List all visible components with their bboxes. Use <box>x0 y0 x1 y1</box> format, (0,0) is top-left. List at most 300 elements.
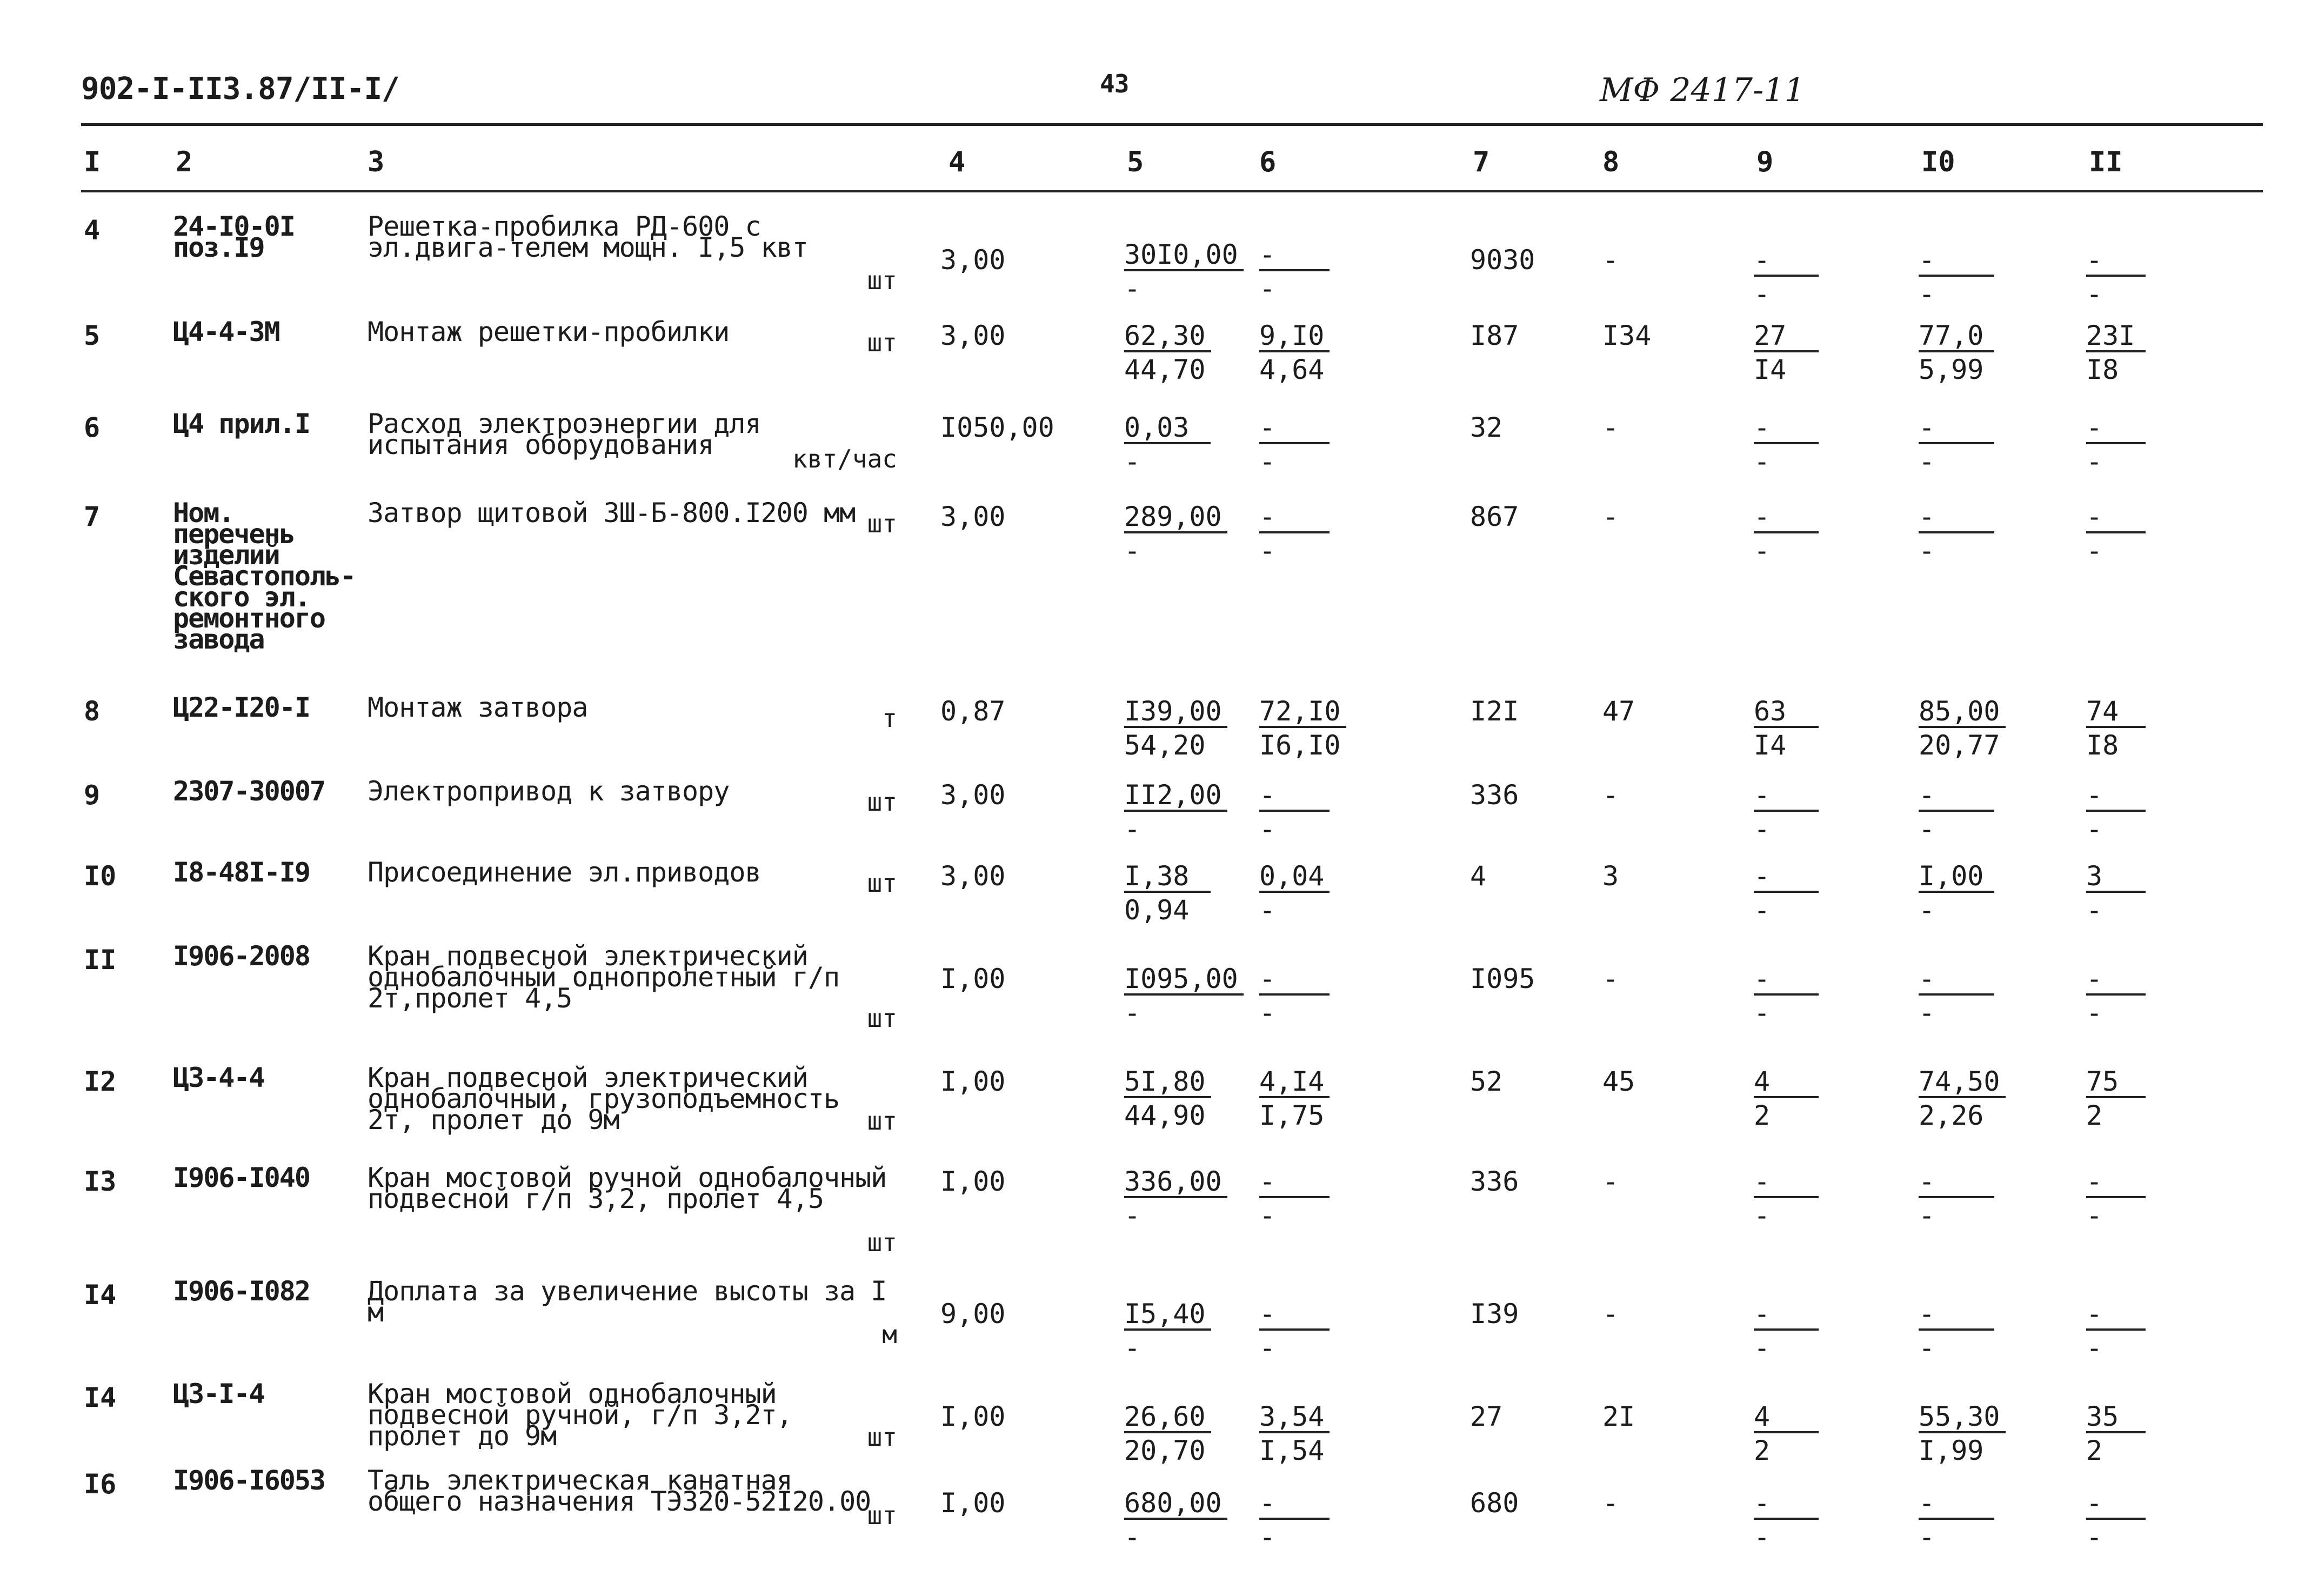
fraction-denominator: - <box>1919 997 1935 1029</box>
fraction-numerator: - <box>1919 781 1994 812</box>
page-number: 43 <box>1100 69 1129 98</box>
fraction-denominator: - <box>1754 278 1771 310</box>
fraction-cell <box>1259 1489 1330 1551</box>
quantity: I,00 <box>940 963 1006 994</box>
fraction-numerator: 3 <box>2086 862 2146 893</box>
fraction-numerator: - <box>1919 1489 1994 1520</box>
fraction-denominator: - <box>1919 1332 1935 1364</box>
fraction-cell <box>1259 503 1330 565</box>
fraction-cell <box>1259 862 1330 924</box>
fraction-cell <box>1919 413 1994 476</box>
fraction-denominator: - <box>1259 1332 1276 1364</box>
fraction-cell <box>1259 1403 1330 1465</box>
unit-of-measure: квт/час <box>792 444 897 473</box>
fraction-denominator: - <box>2086 1332 2103 1364</box>
fraction-denominator: - <box>1919 1521 1935 1553</box>
fraction-numerator: 336,00 <box>1124 1167 1227 1198</box>
quantity: 3,00 <box>940 779 1006 811</box>
row-number: 7 <box>84 501 101 532</box>
row-number: 9 <box>84 779 101 811</box>
fraction-cell <box>2086 862 2146 924</box>
total-cost: 867 <box>1470 501 1519 532</box>
work-description: Затвор щитовой ЗШ-Б-800.I200 мм <box>368 497 856 529</box>
fraction-numerator: - <box>1754 1300 1819 1331</box>
cost-code: I8-48I-I9 <box>173 857 310 888</box>
wages-total: - <box>1602 501 1619 532</box>
fraction-denominator: - <box>1124 445 1141 477</box>
cost-code: I906-2008 <box>173 940 310 972</box>
fraction-cell <box>1124 1067 1211 1130</box>
quantity: I,00 <box>940 1166 1006 1197</box>
quantity: 9,00 <box>940 1298 1006 1330</box>
work-description: Присоединение эл.приводов <box>368 857 761 888</box>
row-number: I3 <box>84 1166 117 1197</box>
fraction-cell <box>1919 862 1994 924</box>
row-number: 4 <box>84 215 101 246</box>
fraction-denominator: - <box>2086 445 2103 477</box>
fraction-numerator: 77,0 <box>1919 322 1994 352</box>
fraction-cell <box>1124 241 1244 303</box>
fraction-denominator: - <box>2086 1521 2103 1553</box>
unit-of-measure: шт <box>867 1423 897 1452</box>
column-number: 5 <box>1127 146 1144 178</box>
quantity: 3,00 <box>940 860 1006 892</box>
total-cost: 52 <box>1470 1066 1503 1097</box>
fraction-cell <box>1754 781 1819 843</box>
column-number: II <box>2089 146 2123 178</box>
total-cost: 336 <box>1470 779 1519 811</box>
fraction-denominator: - <box>1259 445 1276 477</box>
fraction-denominator: 44,90 <box>1124 1099 1206 1131</box>
fraction-numerator: - <box>2086 781 2146 812</box>
fraction-denominator: - <box>1919 894 1935 926</box>
fraction-cell <box>1919 1489 1994 1551</box>
quantity: I050,00 <box>940 412 1054 443</box>
fraction-numerator: - <box>1754 246 1819 277</box>
document-code: 902-I-II3.87/II-I/ <box>81 71 399 106</box>
unit-of-measure: шт <box>867 1501 897 1530</box>
row-number: I2 <box>84 1066 117 1097</box>
fraction-cell <box>1124 862 1211 924</box>
column-number: 7 <box>1473 146 1490 178</box>
fraction-numerator: 9,I0 <box>1259 322 1330 352</box>
fraction-denominator: - <box>1919 1199 1935 1231</box>
fraction-denominator: - <box>1124 535 1141 566</box>
fraction-cell <box>1259 1300 1330 1362</box>
fraction-cell <box>1754 246 1819 308</box>
fraction-numerator: - <box>2086 965 2146 996</box>
fraction-cell <box>1919 1300 1994 1362</box>
cost-code: Ц3-4-4 <box>173 1062 264 1093</box>
wages-total: - <box>1602 779 1619 811</box>
fraction-numerator: - <box>2086 503 2146 533</box>
fraction-denominator: 2 <box>1754 1434 1771 1466</box>
column-number: 3 <box>368 146 385 178</box>
fraction-denominator: - <box>1124 1199 1141 1231</box>
fraction-denominator: I,99 <box>1919 1434 1984 1466</box>
cost-code: Ц3-I-4 <box>173 1378 264 1410</box>
row-number: II <box>84 944 117 976</box>
fraction-numerator: 4,I4 <box>1259 1067 1330 1098</box>
cost-code: Ц22-I20-I <box>173 692 310 723</box>
fraction-cell <box>2086 322 2146 384</box>
fraction-denominator: 2 <box>1754 1099 1771 1131</box>
fraction-numerator: 63 <box>1754 697 1819 728</box>
column-number: 6 <box>1259 146 1277 178</box>
fraction-cell <box>1919 1403 2006 1465</box>
fraction-cell <box>1124 413 1211 476</box>
fraction-denominator: 20,77 <box>1919 729 2000 761</box>
fraction-numerator: - <box>1259 1167 1330 1198</box>
fraction-cell <box>1259 697 1346 759</box>
unit-of-measure: шт <box>867 328 897 357</box>
total-cost: 680 <box>1470 1487 1519 1519</box>
fraction-cell <box>1919 697 2006 759</box>
quantity: I,00 <box>940 1487 1006 1519</box>
fraction-denominator: - <box>1754 445 1771 477</box>
fraction-cell <box>1124 1403 1211 1465</box>
fraction-cell <box>1754 1067 1819 1130</box>
fraction-denominator: - <box>1919 445 1935 477</box>
fraction-cell <box>1124 965 1244 1027</box>
cost-code: Ц4-4-3М <box>173 316 279 348</box>
fraction-numerator: - <box>2086 1300 2146 1331</box>
fraction-denominator: 4,64 <box>1259 353 1325 385</box>
fraction-numerator: - <box>1919 1167 1994 1198</box>
fraction-denominator: - <box>2086 535 2103 566</box>
fraction-cell <box>1124 503 1227 565</box>
cost-code: I906-I040 <box>173 1162 310 1193</box>
fraction-denominator: - <box>1259 1199 1276 1231</box>
fraction-cell <box>2086 1300 2146 1362</box>
total-cost: I87 <box>1470 320 1519 351</box>
fraction-denominator: 2 <box>2086 1434 2103 1466</box>
fraction-denominator: - <box>1919 813 1935 845</box>
fraction-numerator: - <box>1259 241 1330 271</box>
fraction-denominator: - <box>1919 535 1935 566</box>
fraction-numerator: 75 <box>2086 1067 2146 1098</box>
fraction-denominator: I,54 <box>1259 1434 1325 1466</box>
fraction-numerator: I095,00 <box>1124 965 1244 996</box>
fraction-numerator: - <box>1919 503 1994 533</box>
fraction-numerator: I5,40 <box>1124 1300 1211 1331</box>
fraction-numerator: - <box>1754 862 1819 893</box>
wages-total: I34 <box>1602 320 1652 351</box>
fraction-cell <box>1754 1489 1819 1551</box>
fraction-numerator: 74 <box>2086 697 2146 728</box>
wages-total: 2I <box>1602 1401 1635 1432</box>
fraction-numerator: - <box>1754 965 1819 996</box>
wages-total: - <box>1602 1298 1619 1330</box>
fraction-cell <box>1754 1403 1819 1465</box>
fraction-denominator: 0,94 <box>1124 894 1190 926</box>
wages-total: 45 <box>1602 1066 1635 1097</box>
archive-stamp: МФ 2417-11 <box>1600 71 1805 109</box>
fraction-cell <box>1124 697 1227 759</box>
fraction-denominator: I8 <box>2086 353 2119 385</box>
fraction-cell <box>1754 965 1819 1027</box>
row-number: I6 <box>84 1468 117 1500</box>
fraction-denominator: - <box>1754 1521 1771 1553</box>
fraction-denominator: - <box>1259 272 1276 304</box>
fraction-cell <box>1124 1300 1211 1362</box>
fraction-numerator: I39,00 <box>1124 697 1227 728</box>
fraction-cell <box>1919 1067 2006 1130</box>
fraction-denominator: - <box>2086 1199 2103 1231</box>
unit-of-measure: шт <box>867 1004 897 1033</box>
fraction-numerator: - <box>1259 503 1330 533</box>
fraction-cell <box>2086 1403 2146 1465</box>
fraction-denominator: I,75 <box>1259 1099 1325 1131</box>
fraction-cell <box>2086 503 2146 565</box>
fraction-numerator: 85,00 <box>1919 697 2006 728</box>
fraction-denominator: - <box>1124 272 1141 304</box>
fraction-numerator: 5I,80 <box>1124 1067 1211 1098</box>
fraction-numerator: - <box>1754 503 1819 533</box>
fraction-numerator: - <box>1259 965 1330 996</box>
fraction-numerator: I,38 <box>1124 862 1211 893</box>
fraction-numerator: 55,30 <box>1919 1403 2006 1433</box>
fraction-cell <box>2086 965 2146 1027</box>
fraction-numerator: - <box>2086 413 2146 444</box>
quantity: 0,87 <box>940 696 1006 727</box>
fraction-numerator: 3,54 <box>1259 1403 1330 1433</box>
fraction-numerator: - <box>1754 1167 1819 1198</box>
fraction-denominator: - <box>1124 1332 1141 1364</box>
fraction-cell <box>1919 965 1994 1027</box>
fraction-denominator: I8 <box>2086 729 2119 761</box>
wages-total: - <box>1602 963 1619 994</box>
fraction-cell <box>1919 246 1994 308</box>
header-top-rule <box>81 123 2263 126</box>
fraction-denominator: - <box>2086 894 2103 926</box>
fraction-cell <box>1919 781 1994 843</box>
fraction-numerator: - <box>1259 413 1330 444</box>
fraction-numerator: 74,50 <box>1919 1067 2006 1098</box>
work-description: Кран мостовой однобалочный подвесной ручной, г/п 3,2т, пролет до 9м <box>368 1378 792 1452</box>
fraction-denominator: I6,I0 <box>1259 729 1341 761</box>
work-description: Кран подвесной электрический однобалочный однопролетный г/п 2т,пролет 4,5 <box>368 940 840 1014</box>
fraction-denominator: - <box>1259 997 1276 1029</box>
fraction-cell <box>1754 697 1819 759</box>
fraction-numerator: - <box>1919 965 1994 996</box>
fraction-denominator: 2,26 <box>1919 1099 1984 1131</box>
fraction-cell <box>1919 322 1994 384</box>
fraction-cell <box>1124 781 1227 843</box>
total-cost: I095 <box>1470 963 1535 994</box>
fraction-numerator: 4 <box>1754 1403 1819 1433</box>
cost-code: 24-I0-0I поз.I9 <box>173 211 295 263</box>
total-cost: I2I <box>1470 696 1519 727</box>
fraction-denominator: 2 <box>2086 1099 2103 1131</box>
fraction-numerator: - <box>1754 1489 1819 1520</box>
fraction-cell <box>1124 1489 1227 1551</box>
fraction-denominator: - <box>1259 894 1276 926</box>
column-number: 8 <box>1602 146 1620 178</box>
fraction-denominator: I4 <box>1754 353 1787 385</box>
fraction-numerator: - <box>1259 1300 1330 1331</box>
cost-code: Ц4 прил.I <box>173 408 310 439</box>
fraction-numerator: 4 <box>1754 1067 1819 1098</box>
fraction-cell <box>1259 1067 1330 1130</box>
fraction-cell <box>1754 1167 1819 1230</box>
fraction-numerator: 72,I0 <box>1259 697 1346 728</box>
fraction-cell <box>1919 1167 1994 1230</box>
fraction-numerator: - <box>1919 1300 1994 1331</box>
fraction-numerator: 62,30 <box>1124 322 1211 352</box>
unit-of-measure: шт <box>867 1106 897 1136</box>
wages-total: - <box>1602 244 1619 276</box>
fraction-denominator: - <box>1259 1521 1276 1553</box>
work-description: Монтаж решетки-пробилки <box>368 316 730 348</box>
unit-of-measure: шт <box>867 869 897 898</box>
fraction-numerator: - <box>2086 1167 2146 1198</box>
fraction-numerator: - <box>1919 246 1994 277</box>
row-number: 6 <box>84 412 101 443</box>
wages-total: 3 <box>1602 860 1619 892</box>
wages-total: 47 <box>1602 696 1635 727</box>
fraction-numerator: - <box>1754 781 1819 812</box>
fraction-denominator: - <box>2086 813 2103 845</box>
row-number: 8 <box>84 696 101 727</box>
fraction-numerator: 27 <box>1754 322 1819 352</box>
fraction-cell <box>2086 246 2146 308</box>
fraction-cell <box>1259 241 1330 303</box>
quantity: I,00 <box>940 1401 1006 1432</box>
fraction-cell <box>2086 781 2146 843</box>
total-cost: I39 <box>1470 1298 1519 1330</box>
fraction-denominator: - <box>1754 535 1771 566</box>
cost-code: I906-I082 <box>173 1276 310 1307</box>
fraction-numerator: 23I <box>2086 322 2146 352</box>
fraction-cell <box>1754 1300 1819 1362</box>
header-bottom-rule <box>81 190 2263 192</box>
fraction-denominator: 44,70 <box>1124 353 1206 385</box>
fraction-cell <box>1259 781 1330 843</box>
fraction-denominator: - <box>1754 1332 1771 1364</box>
fraction-denominator: - <box>2086 997 2103 1029</box>
fraction-denominator: - <box>1259 535 1276 566</box>
fraction-denominator: - <box>1124 997 1141 1029</box>
cost-code: I906-I6053 <box>173 1465 325 1496</box>
column-number: 4 <box>948 146 966 178</box>
fraction-denominator: - <box>1919 278 1935 310</box>
row-number: I0 <box>84 860 117 892</box>
fraction-cell <box>2086 413 2146 476</box>
fraction-denominator: - <box>1124 813 1141 845</box>
work-description: Электропривод к затвору <box>368 776 730 807</box>
wages-total: - <box>1602 1166 1619 1197</box>
column-number: 9 <box>1756 146 1774 178</box>
fraction-cell <box>2086 1489 2146 1551</box>
total-cost: 32 <box>1470 412 1503 443</box>
fraction-denominator: 54,20 <box>1124 729 1206 761</box>
work-description: Расход электроэнергии для испытания оборудования <box>368 408 761 460</box>
row-number: I4 <box>84 1382 117 1413</box>
fraction-denominator: - <box>1754 813 1771 845</box>
fraction-cell <box>2086 697 2146 759</box>
quantity: 3,00 <box>940 320 1006 351</box>
cost-code: 2307-30007 <box>173 776 325 807</box>
column-number: 2 <box>176 146 193 178</box>
wages-total: - <box>1602 412 1619 443</box>
quantity: 3,00 <box>940 501 1006 532</box>
fraction-cell <box>2086 1067 2146 1130</box>
fraction-cell <box>1259 1167 1330 1230</box>
unit-of-measure: м <box>882 1320 897 1349</box>
work-description: Решетка-пробилка РД-600 с эл.двига-телем мощн. I,5 квт <box>368 211 808 263</box>
fraction-denominator: - <box>1754 1199 1771 1231</box>
fraction-numerator: - <box>2086 246 2146 277</box>
fraction-cell <box>1124 1167 1227 1230</box>
row-number: 5 <box>84 320 101 351</box>
fraction-numerator: I,00 <box>1919 862 1994 893</box>
fraction-denominator: 20,70 <box>1124 1434 1206 1466</box>
fraction-denominator: - <box>1754 894 1771 926</box>
fraction-numerator: 680,00 <box>1124 1489 1227 1520</box>
fraction-cell <box>1754 322 1819 384</box>
fraction-numerator: - <box>2086 1489 2146 1520</box>
fraction-numerator: 289,00 <box>1124 503 1227 533</box>
total-cost: 4 <box>1470 860 1487 892</box>
fraction-numerator: 0,04 <box>1259 862 1330 893</box>
fraction-numerator: 30I0,00 <box>1124 241 1244 271</box>
wages-total: - <box>1602 1487 1619 1519</box>
unit-of-measure: шт <box>867 266 897 295</box>
cost-code: Ном. перечень изделий Севастополь-ского эл. ремонтного завода <box>173 497 356 655</box>
fraction-numerator: 35 <box>2086 1403 2146 1433</box>
unit-of-measure: т <box>882 704 897 733</box>
total-cost: 27 <box>1470 1401 1503 1432</box>
work-description: Кран подвесной электрический однобалочный, грузоподъемность 2т, пролет до 9м <box>368 1062 840 1136</box>
fraction-numerator: II2,00 <box>1124 781 1227 812</box>
work-description: Кран мостовой ручной однобалочный подвесной г/п 3,2, пролет 4,5 <box>368 1162 887 1214</box>
quantity: 3,00 <box>940 244 1006 276</box>
fraction-numerator: 26,60 <box>1124 1403 1211 1433</box>
fraction-cell <box>1754 503 1819 565</box>
fraction-numerator: - <box>1259 781 1330 812</box>
fraction-cell <box>1124 322 1211 384</box>
column-number: I0 <box>1921 146 1955 178</box>
fraction-cell <box>1919 503 1994 565</box>
total-cost: 336 <box>1470 1166 1519 1197</box>
fraction-cell <box>1754 862 1819 924</box>
row-number: I4 <box>84 1279 117 1311</box>
fraction-denominator: - <box>2086 278 2103 310</box>
fraction-numerator: - <box>1754 413 1819 444</box>
unit-of-measure: шт <box>867 1228 897 1257</box>
fraction-cell <box>1754 413 1819 476</box>
fraction-cell <box>1259 413 1330 476</box>
fraction-cell <box>1259 965 1330 1027</box>
fraction-denominator: - <box>1754 997 1771 1029</box>
unit-of-measure: шт <box>867 787 897 817</box>
fraction-cell <box>1259 322 1330 384</box>
quantity: I,00 <box>940 1066 1006 1097</box>
fraction-denominator: - <box>1259 813 1276 845</box>
fraction-denominator: - <box>1124 1521 1141 1553</box>
work-description: Таль электрическая канатная общего назначения ТЭ320-52I20.00 <box>368 1465 871 1517</box>
fraction-numerator: 0,03 <box>1124 413 1211 444</box>
fraction-denominator: 5,99 <box>1919 353 1984 385</box>
work-description: Доплата за увеличение высоты за I м <box>368 1276 887 1328</box>
fraction-numerator: - <box>1259 1489 1330 1520</box>
unit-of-measure: шт <box>867 509 897 538</box>
column-number: I <box>84 146 101 178</box>
fraction-numerator: - <box>1919 413 1994 444</box>
work-description: Монтаж затвора <box>368 692 588 723</box>
total-cost: 9030 <box>1470 244 1535 276</box>
